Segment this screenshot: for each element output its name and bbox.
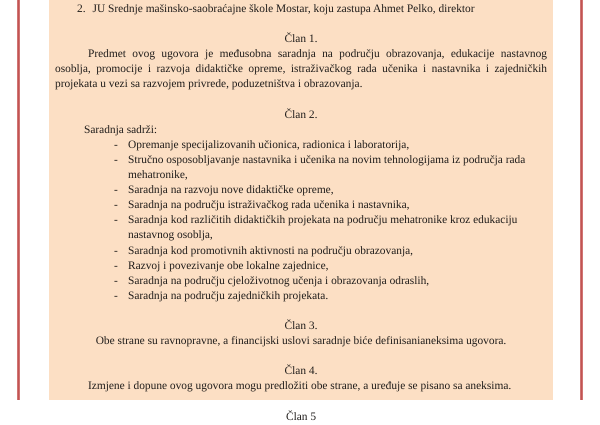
article-2-lead-in: Saradnja sadrži: [84, 123, 158, 136]
list-item [55, 274, 547, 289]
list-item-label: Saradnja na području zajedničkih projekata. [128, 289, 329, 302]
list-item [55, 183, 547, 198]
cooperation-scope-list [55, 138, 547, 304]
spacer [55, 304, 547, 319]
dash-bullet-icon: - [114, 274, 118, 287]
list-item-label: Saradnja na razvoju nove didaktičke opreme, [128, 184, 334, 197]
article-4-paragraph: Izmjene i dopune ovog ugovora mogu predložiti obe strane, a uređuje se pisano sa aneksima. [88, 380, 512, 393]
dash-bullet-icon: - [114, 244, 118, 257]
contracting-party-list [55, 2, 547, 17]
dash-bullet-icon: - [114, 153, 118, 166]
document-text-body [55, 2, 547, 425]
list-item [55, 259, 547, 274]
contracting-party-text: JU Srednje mašinsko-saobraćajne škole Mostar, koju zastupa Ahmet Pelko, direktor [92, 3, 475, 15]
list-item-label: Razvoj i povezivanje obe lokalne zajednice, [128, 259, 329, 272]
dash-bullet-icon: - [114, 138, 118, 151]
spacer [55, 17, 547, 32]
dash-bullet-icon: - [114, 214, 118, 227]
dash-bullet-icon: - [114, 259, 118, 272]
document-sheet [49, 0, 553, 423]
list-item-label: Stručno osposobljavanje nastavnika i učenika na novim tehnologijama iz područja rada mehatronike, [128, 153, 526, 182]
list-item [55, 289, 547, 304]
article-3-paragraph: Obe strane su ravnopravne, a financijski uslovi saradnje biće definisanianeksima ugovora. [95, 335, 507, 348]
article-1-paragraph: Predmet ovog ugovora je međusobna saradnja na području obrazovanja, edukacije nastavnog osoblja, promocije i razvoja didaktičke opreme, istraživačkog rada učenika i nastavnika i zajedničkih projekata u vezi sa razvojem privrede, poduzetništva i obrazovanja. [55, 48, 547, 91]
contracting-party-number: 2. [77, 3, 86, 15]
spacer [55, 93, 547, 108]
spacer [55, 349, 547, 364]
article-2-heading: Član 2. [284, 108, 318, 121]
list-item [55, 138, 547, 153]
spacer [55, 394, 547, 409]
list-item-label: Saradnja kod promotivnih aktivnosti na području obrazovanja, [128, 244, 414, 257]
list-item [55, 153, 547, 183]
left-page-rule [17, 0, 20, 400]
article-1-heading: Član 1. [284, 33, 318, 46]
contracting-party-item [55, 2, 547, 17]
article-4-heading: Član 4. [284, 365, 318, 378]
list-item [55, 213, 547, 243]
list-item-label: Saradnja na području cjeloživotnog učenja i obrazovanja odraslih, [128, 274, 430, 287]
list-item-label: Opremanje specijalizovanih učionica, radionica i laboratorija, [128, 138, 410, 151]
list-item-label: Saradnja kod različitih didaktičkih projekata na području mehatronike kroz edukaciju nastavnog osoblja, [128, 214, 518, 242]
dash-bullet-icon: - [114, 184, 118, 197]
article-3-heading: Član 3. [284, 319, 318, 332]
list-item [55, 244, 547, 259]
right-page-rule [580, 0, 583, 400]
dash-bullet-icon: - [114, 199, 118, 212]
dash-bullet-icon: - [114, 289, 118, 302]
article-5-heading: Član 5 [285, 410, 317, 423]
list-item [55, 198, 547, 213]
list-item-label: Saradnja na području istraživačkog rada učenika i nastavnika, [128, 199, 410, 212]
